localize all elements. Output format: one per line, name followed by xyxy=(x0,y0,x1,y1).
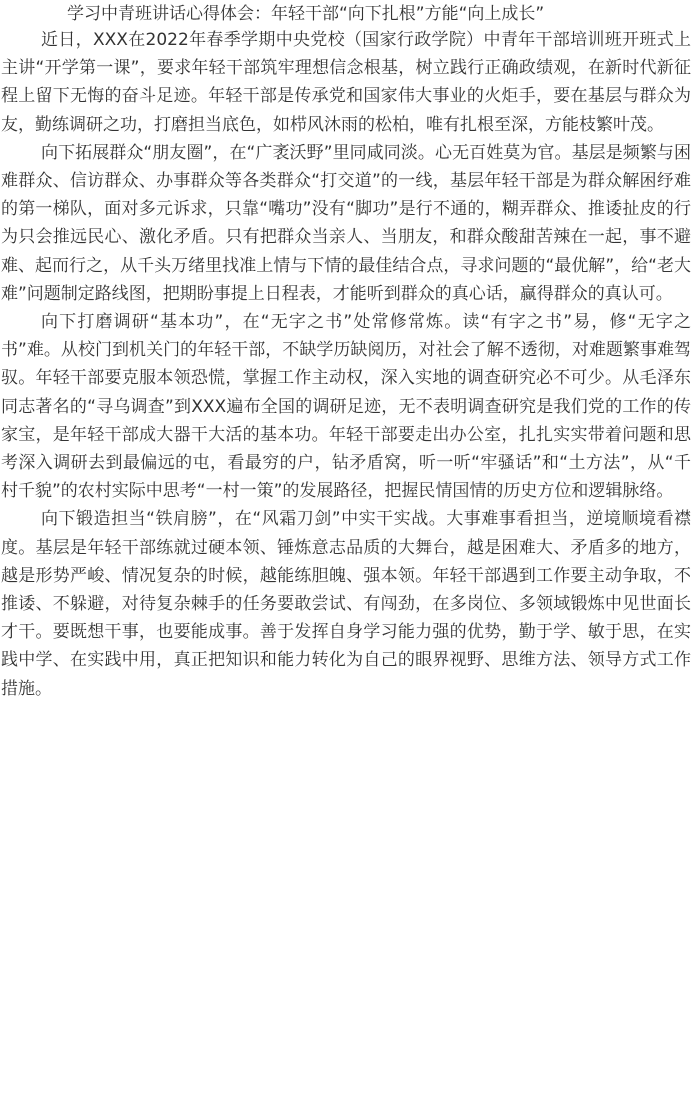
paragraph-intro: 近日，XXX在2022年春季学期中央党校（国家行政学院）中青年干部培训班开班式上主讲“开学第一课”，要求年轻干部筑牢理想信念根基，树立践行正确政绩观，在新时代新征程上留下无悔的奋斗足迹。年轻干部是传承党和国家伟大事业的火炬手，要在基层与群众为友，勤练调研之功，打磨担当底色，如栉风沐雨的松柏，唯有扎根至深，方能枝繁叶茂。 xyxy=(1,30,691,135)
document-title: 学习中青班讲话心得体会：年轻干部“向下扎根”方能“向上成长” xyxy=(67,4,545,24)
paragraph-masses: 向下拓展群众“朋友圈”，在“广袤沃野”里同咸同淡。心无百姓莫为官。基层是频繁与困难群众、信访群众、办事群众等各类群众“打交道”的一线，基层年轻干部是为群众解困纾难的第一梯队，面对多元诉求，只靠“嘴功”没有“脚功”是行不通的，糊弄群众、推诿扯皮的行为只会推远民心、激化矛盾。只有把群众当亲人、当朋友，和群众酸甜苦辣在一起，事不避难、起而行之，从千头万绪里找准上情与下情的最佳结合点，寻求问题的“最优解”，给“老大难”问题制定路线图，把期盼事提上日程表，才能听到群众的真心话，赢得群众的真认可。 xyxy=(1,142,691,304)
document-body xyxy=(0,26,691,703)
paragraph-responsibility: 向下锻造担当“铁肩膀”，在“风霜刀剑”中实干实战。大事难事看担当，逆境顺境看襟度。基层是年轻干部练就过硬本领、锤炼意志品质的大舞台，越是困难大、矛盾多的地方，越是形势严峻、情况复杂的时候，越能练胆魄、强本领。年轻干部遇到工作要主动争取，不推诿、不躲避，对待复杂棘手的任务要敢尝试、有闯劲，在多岗位、多领域锻炼中见世面长才干。要既想干事，也要能成事。善于发挥自身学习能力强的优势，勤于学、敏于思，在实践中学、在实践中用，真正把知识和能力转化为自己的眼界视野、思维方法、领导方式工作措施。 xyxy=(1,509,691,699)
paragraph-research: 向下打磨调研“基本功”，在“无字之书”处常修常炼。读“有字之书”易，修“无字之书”难。从校门到机关门的年轻干部，不缺学历缺阅历，对社会了解不透彻，对难题繁事难驾驭。年轻干部要克服本领恐慌，掌握工作主动权，深入实地的调查研究必不可少。从毛泽东同志著名的“寻乌调查”到XXX遍布全国的调研足迹，无不表明调查研究是我们党的工作的传家宝，是年轻干部成大器干大活的基本功。年轻干部要走出办公室，扎扎实实带着问题和思考深入调研去到最偏远的屯，看最穷的户，钻矛盾窝，听一听“牢骚话”和“土方法”，从“千村千貌”的农村实际中思考“一村一策”的发展路径，把握民情国情的历史方位和逻辑脉络。 xyxy=(1,312,691,502)
